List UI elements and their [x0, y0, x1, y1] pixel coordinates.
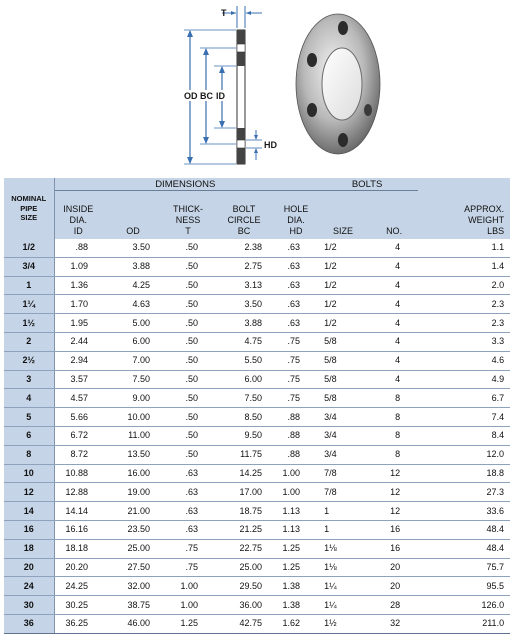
table-cell: 19.00	[102, 483, 164, 502]
table-cell: .50	[164, 389, 212, 408]
table-cell: 13.50	[102, 445, 164, 464]
table-cell: 20	[370, 558, 418, 577]
table-cell: .63	[164, 502, 212, 521]
nominal-size-cell: 14	[4, 502, 54, 521]
table-cell: 18.8	[418, 464, 510, 483]
table-cell: 9.00	[102, 389, 164, 408]
table-cell: .50	[164, 370, 212, 389]
table-cell: 1.25	[276, 539, 316, 558]
table-cell: 2.44	[54, 332, 102, 351]
table-cell: 20.20	[54, 558, 102, 577]
table-cell: .50	[164, 314, 212, 333]
nominal-size-cell: 8	[4, 445, 54, 464]
table-cell: 1.1	[418, 239, 510, 257]
bolt-size-header: SIZE	[316, 191, 370, 240]
nominal-pipe-size-header: NOMINAL PIPE SIZE	[4, 178, 54, 239]
table-cell: .63	[276, 257, 316, 276]
table-cell: 16	[370, 539, 418, 558]
bolt-no-header: NO.	[370, 191, 418, 240]
table-row	[4, 445, 510, 464]
table-cell: 5/8	[316, 351, 370, 370]
table-cell: 8.72	[54, 445, 102, 464]
table-row	[4, 351, 510, 370]
table-cell: 12.0	[418, 445, 510, 464]
table-cell: 12	[370, 483, 418, 502]
table-cell: 1¼	[316, 596, 370, 615]
table-cell: 21.00	[102, 502, 164, 521]
cross-section-diagram	[183, 6, 277, 164]
table-cell: 4.57	[54, 389, 102, 408]
table-row	[4, 276, 510, 295]
nominal-size-cell: 12	[4, 483, 54, 502]
table-cell: 42.75	[212, 614, 276, 633]
table-cell: 3.57	[54, 370, 102, 389]
table-cell: 3/4	[316, 408, 370, 427]
table-cell: .88	[54, 239, 102, 257]
table-row	[4, 483, 510, 502]
table-cell: .50	[164, 445, 212, 464]
nominal-size-cell: 1½	[4, 314, 54, 333]
table-row	[4, 577, 510, 596]
table-row	[4, 520, 510, 539]
table-cell: 2.0	[418, 276, 510, 295]
hd-dim-label: HD	[264, 140, 277, 150]
table-cell: .63	[276, 295, 316, 314]
table-cell: 18.75	[212, 502, 276, 521]
table-cell: 4.75	[212, 332, 276, 351]
table-cell: .50	[164, 332, 212, 351]
table-row	[4, 426, 510, 445]
table-cell: 2.75	[212, 257, 276, 276]
table-cell: 11.00	[102, 426, 164, 445]
table-cell: 4	[370, 351, 418, 370]
table-cell: 20	[370, 577, 418, 596]
table-row	[4, 314, 510, 333]
table-row	[4, 257, 510, 276]
table-cell: 1½	[316, 614, 370, 633]
table-cell: 1.25	[164, 614, 212, 633]
table-cell: 14.14	[54, 502, 102, 521]
table-row	[4, 464, 510, 483]
table-cell: 4	[370, 314, 418, 333]
table-cell: .75	[276, 370, 316, 389]
table-cell: 8	[370, 426, 418, 445]
table-cell: 2.94	[54, 351, 102, 370]
table-cell: .88	[276, 426, 316, 445]
nominal-size-cell: 36	[4, 614, 54, 633]
table-cell: 28	[370, 596, 418, 615]
inside-dia-header: INSIDE DIA. ID	[54, 191, 102, 240]
flange-photo	[296, 14, 380, 154]
table-cell: 3.88	[102, 257, 164, 276]
table-cell: 5/8	[316, 332, 370, 351]
table-cell: 32.00	[102, 577, 164, 596]
table-cell: .63	[164, 520, 212, 539]
table-cell: 9.50	[212, 426, 276, 445]
table-cell: 1¼	[316, 577, 370, 596]
dimensions-group-header: DIMENSIONS	[54, 178, 316, 191]
table-cell: 1/2	[316, 314, 370, 333]
od-header: OD	[102, 191, 164, 240]
table-cell: .63	[164, 483, 212, 502]
table-cell: 7.4	[418, 408, 510, 427]
table-cell: 2.3	[418, 295, 510, 314]
table-row	[4, 239, 510, 257]
table-cell: 2.3	[418, 314, 510, 333]
table-cell: 95.5	[418, 577, 510, 596]
table-cell: 1.95	[54, 314, 102, 333]
table-cell: 17.00	[212, 483, 276, 502]
table-cell: 27.50	[102, 558, 164, 577]
table-cell: 33.6	[418, 502, 510, 521]
table-row	[4, 389, 510, 408]
table-cell: .50	[164, 295, 212, 314]
table-cell: 36.25	[54, 614, 102, 633]
table-cell: 24.25	[54, 577, 102, 596]
table-cell: 1.13	[276, 502, 316, 521]
table-cell: 5/8	[316, 389, 370, 408]
t-dim-label: T	[221, 8, 227, 18]
table-row	[4, 332, 510, 351]
table-cell: 7/8	[316, 483, 370, 502]
table-cell: 5/8	[316, 370, 370, 389]
table-cell: 22.75	[212, 539, 276, 558]
nominal-size-cell: 5	[4, 408, 54, 427]
table-cell: .75	[276, 332, 316, 351]
table-cell: 25.00	[212, 558, 276, 577]
table-cell: 7.00	[102, 351, 164, 370]
bc-dim-label: BC	[200, 91, 213, 101]
table-cell: 211.0	[418, 614, 510, 633]
table-cell: 3/4	[316, 445, 370, 464]
table-cell: .50	[164, 408, 212, 427]
nominal-size-cell: 4	[4, 389, 54, 408]
table-cell: .75	[164, 539, 212, 558]
table-cell: .75	[164, 558, 212, 577]
table-cell: 1.09	[54, 257, 102, 276]
table-cell: .63	[276, 314, 316, 333]
nominal-size-cell: 16	[4, 520, 54, 539]
thickness-header: THICK- NESS T	[164, 191, 212, 240]
flange-spec-table	[4, 178, 510, 634]
table-cell: 8	[370, 408, 418, 427]
table-cell: 48.4	[418, 539, 510, 558]
table-row	[4, 370, 510, 389]
table-cell: 1.00	[276, 464, 316, 483]
table-cell: 4.6	[418, 351, 510, 370]
table-cell: 8.4	[418, 426, 510, 445]
table-cell: 4.63	[102, 295, 164, 314]
table-cell: 3.50	[212, 295, 276, 314]
nominal-size-cell: 20	[4, 558, 54, 577]
bolt-circle-header: BOLT CIRCLE BC	[212, 191, 276, 240]
nominal-size-cell: 18	[4, 539, 54, 558]
table-cell: 23.50	[102, 520, 164, 539]
table-cell: .50	[164, 426, 212, 445]
table-cell: 12	[370, 502, 418, 521]
table-cell: 21.25	[212, 520, 276, 539]
table-cell: 8	[370, 389, 418, 408]
nominal-size-cell: 10	[4, 464, 54, 483]
nominal-size-cell: 2	[4, 332, 54, 351]
table-cell: 6.72	[54, 426, 102, 445]
table-cell: 1.00	[164, 577, 212, 596]
hole-dia-header: HOLE DIA. HD	[276, 191, 316, 240]
table-cell: 4	[370, 257, 418, 276]
table-cell: 1⅛	[316, 539, 370, 558]
table-cell: 7/8	[316, 464, 370, 483]
table-cell: 3/4	[316, 426, 370, 445]
table-cell: 16.16	[54, 520, 102, 539]
nominal-size-cell: 3/4	[4, 257, 54, 276]
table-cell: 1.00	[164, 596, 212, 615]
approx-weight-header: APPROX. WEIGHT LBS	[418, 191, 510, 240]
table-cell: 10.88	[54, 464, 102, 483]
table-cell: 1.13	[276, 520, 316, 539]
table-cell: 10.00	[102, 408, 164, 427]
table-row	[4, 596, 510, 615]
table-cell: 5.00	[102, 314, 164, 333]
nominal-size-cell: 3	[4, 370, 54, 389]
table-cell: 1⅛	[316, 558, 370, 577]
table-cell: 38.75	[102, 596, 164, 615]
table-cell: .50	[164, 276, 212, 295]
table-body	[4, 239, 510, 633]
table-cell: 4.25	[102, 276, 164, 295]
nominal-size-cell: 24	[4, 577, 54, 596]
table-cell: 12.88	[54, 483, 102, 502]
table-cell: 1/2	[316, 257, 370, 276]
table-cell: 27.3	[418, 483, 510, 502]
table-cell: 1/2	[316, 295, 370, 314]
table-cell: 1	[316, 502, 370, 521]
nominal-size-cell: 30	[4, 596, 54, 615]
table-cell: 25.00	[102, 539, 164, 558]
table-cell: 3.3	[418, 332, 510, 351]
table-cell: 7.50	[102, 370, 164, 389]
table-cell: .63	[276, 239, 316, 257]
table-cell: 1.4	[418, 257, 510, 276]
table-cell: .63	[164, 464, 212, 483]
id-dim-label: ID	[216, 91, 225, 101]
column-header-row	[4, 191, 510, 240]
table-cell: 3.88	[212, 314, 276, 333]
table-row	[4, 408, 510, 427]
table-cell: .75	[276, 389, 316, 408]
table-cell: 126.0	[418, 596, 510, 615]
table-cell: 3.50	[102, 239, 164, 257]
table-cell: 46.00	[102, 614, 164, 633]
nominal-size-cell: 1¼	[4, 295, 54, 314]
table-cell: 16.00	[102, 464, 164, 483]
table-cell: 75.7	[418, 558, 510, 577]
table-cell: .50	[164, 239, 212, 257]
nominal-size-cell: 1	[4, 276, 54, 295]
table-cell: 3.13	[212, 276, 276, 295]
table-cell: 1.00	[276, 483, 316, 502]
nominal-size-cell: 1/2	[4, 239, 54, 257]
table-cell: .63	[276, 276, 316, 295]
table-cell: 8.50	[212, 408, 276, 427]
table-cell: 6.00	[102, 332, 164, 351]
table-cell: .88	[276, 445, 316, 464]
table-cell: 29.50	[212, 577, 276, 596]
table-cell: 1.25	[276, 558, 316, 577]
table-row	[4, 614, 510, 633]
table-row	[4, 502, 510, 521]
table-cell: 8	[370, 445, 418, 464]
od-dim-label: OD	[184, 91, 198, 101]
table-cell: 32	[370, 614, 418, 633]
table-row	[4, 539, 510, 558]
table-cell: 4	[370, 276, 418, 295]
table-cell: 6.7	[418, 389, 510, 408]
table-cell: 11.75	[212, 445, 276, 464]
nominal-size-cell: 6	[4, 426, 54, 445]
table-cell: .75	[276, 351, 316, 370]
table-cell: 1.62	[276, 614, 316, 633]
table-cell: 6.00	[212, 370, 276, 389]
table-cell: 1/2	[316, 239, 370, 257]
table-cell: 1	[316, 520, 370, 539]
table-cell: 18.18	[54, 539, 102, 558]
table-cell: 1.38	[276, 577, 316, 596]
table-cell: 4.9	[418, 370, 510, 389]
table-cell: .50	[164, 351, 212, 370]
table-cell: 4	[370, 239, 418, 257]
table-cell: 2.38	[212, 239, 276, 257]
table-cell: 12	[370, 464, 418, 483]
table-cell: 1.38	[276, 596, 316, 615]
table-cell: .50	[164, 257, 212, 276]
table-cell: 14.25	[212, 464, 276, 483]
table-cell: 36.00	[212, 596, 276, 615]
table-cell: 5.50	[212, 351, 276, 370]
table-cell: 7.50	[212, 389, 276, 408]
table-cell: 1/2	[316, 276, 370, 295]
table-row	[4, 295, 510, 314]
table-cell: 4	[370, 295, 418, 314]
table-cell: 48.4	[418, 520, 510, 539]
table-cell: 1.70	[54, 295, 102, 314]
table-cell: 1.36	[54, 276, 102, 295]
table-cell: 4	[370, 332, 418, 351]
table-cell: 5.66	[54, 408, 102, 427]
table-cell: 30.25	[54, 596, 102, 615]
table-cell: .88	[276, 408, 316, 427]
table-cell: 16	[370, 520, 418, 539]
bolts-group-header: BOLTS	[316, 178, 418, 191]
table-row	[4, 558, 510, 577]
table-cell: 4	[370, 370, 418, 389]
nominal-size-cell: 2½	[4, 351, 54, 370]
flange-figure	[0, 0, 512, 176]
